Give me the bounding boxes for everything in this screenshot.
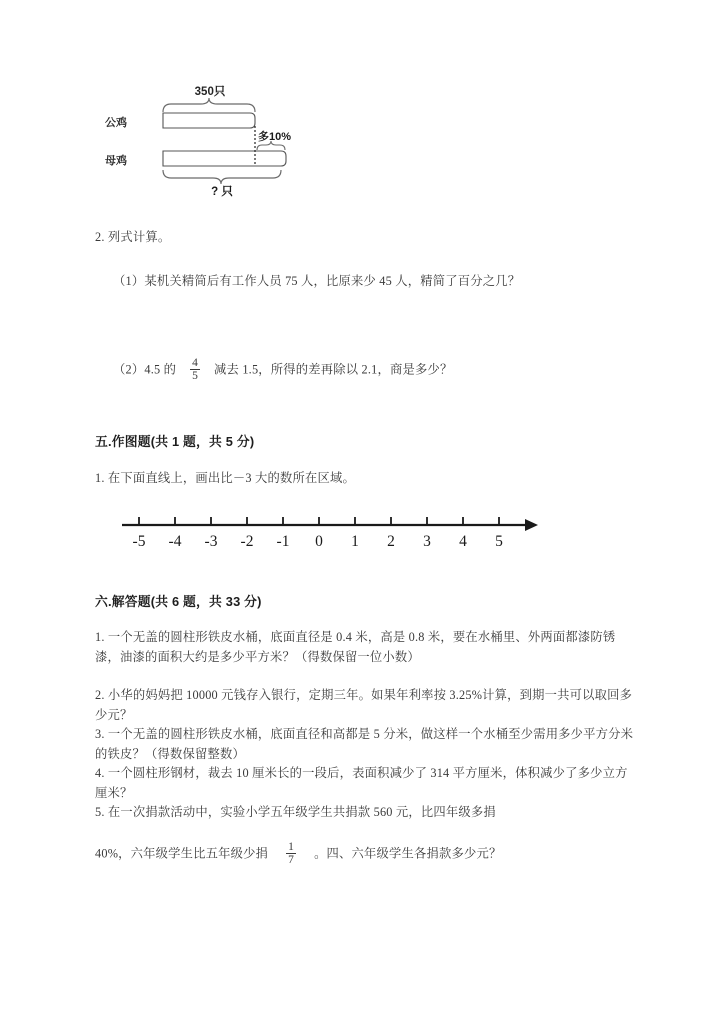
item-3-text: 3. 一个无盖的圆柱形铁皮水桶，底面直径和高都是 5 分米，做这样一个水桶至少需用多少平方分米的铁皮？（得数保留整数） [95, 727, 634, 761]
tick-label: 1 [351, 533, 359, 550]
section-six-item-5 [95, 803, 635, 823]
q2-1-text: 某机关精简后有工作人员 75 人，比原来少 45 人，精简了百分之几？ [144, 274, 521, 288]
tick-label: -4 [168, 533, 182, 550]
item-5-text: 5. 在一次捐款活动中，实验小学五年级学生共捐款 560 元，比四年级多捐 [95, 805, 496, 819]
q2-2-number: （2） [113, 362, 145, 377]
number-line-ticks [139, 517, 499, 525]
chicken-bar-diagram [105, 82, 355, 197]
q2-1-number: （1） [113, 274, 145, 288]
tick-label: -2 [240, 533, 254, 550]
question-2-1 [113, 272, 658, 292]
diagram-top-bracket [163, 98, 255, 112]
section-six-heading-text: 六.解答题(共 6 题，共 33 分) [95, 594, 262, 609]
question-group-2-heading [95, 228, 655, 248]
section-six-item-2 [95, 686, 635, 725]
fraction-one-seventh [286, 841, 296, 866]
number-line [120, 505, 540, 567]
tick-label: 0 [315, 533, 323, 550]
fraction-four-fifths [190, 357, 200, 382]
item-2-text: 2. 小华的妈妈把 10000 元钱存入银行，定期三年。如果年利率按 3.25%计算，到期一共可以取回多少元？ [95, 688, 633, 722]
diagram-bottom-bracket [163, 170, 281, 184]
diagram-bar-rooster [163, 113, 255, 128]
section-five-heading [95, 431, 595, 450]
fraction-numerator: 1 [288, 841, 295, 853]
number-line-tick-labels [133, 533, 504, 550]
tick-label: 2 [387, 533, 395, 550]
item-5-cont-suffix: 。四、六年级学生各捐款多少元？ [314, 846, 502, 861]
diagram-top-label: 350只 [194, 86, 226, 98]
diagram-difference-label: 多10% [258, 131, 292, 143]
q2-2-suffix: 减去 1.5，所得的差再除以 2.1，商是多少？ [214, 362, 453, 377]
item-5-cont-prefix: 40%，六年级学生比五年级少捐 [95, 846, 269, 861]
item-1-text: 1. 一个无盖的圆柱形铁皮水桶，底面直径是 0.4 米，高是 0.8 米，要在水桶里、外两面都漆防锈漆，油漆的面积大约是多少平方米？（得数保留一位小数） [95, 630, 616, 664]
group2-heading-text: 2. 列式计算。 [95, 230, 171, 244]
section-six-item-1 [95, 628, 635, 667]
fraction-numerator: 4 [192, 357, 199, 369]
section-six-item-3 [95, 725, 635, 764]
tick-label: -3 [204, 533, 218, 550]
number-line-arrow [525, 519, 538, 531]
tick-label: 5 [495, 533, 503, 550]
tick-label: 3 [423, 533, 431, 550]
section-six-item-5-continued [95, 842, 655, 867]
section-six-heading [95, 591, 595, 610]
tick-label: -5 [132, 533, 146, 550]
question-2-2 [113, 358, 658, 383]
diagram-label-rooster: 公鸡 [105, 117, 127, 129]
section-six-item-4 [95, 764, 635, 803]
q2-2-prefix: 4.5 的 [144, 362, 177, 377]
diagram-label-hen: 母鸡 [105, 155, 127, 167]
diagram-bottom-label: ? 只 [211, 186, 233, 197]
fraction-denominator: 7 [288, 854, 295, 867]
tick-label: 4 [459, 533, 467, 550]
section-five-question-text: 1. 在下面直线上，画出比－3 大的数所在区域。 [95, 471, 355, 485]
diagram-bar-hen [163, 151, 286, 166]
section-five-heading-text: 五.作图题(共 1 题，共 5 分) [95, 434, 255, 449]
tick-label: -1 [276, 533, 290, 550]
fraction-denominator: 5 [192, 370, 199, 383]
section-five-question [95, 469, 640, 489]
item-4-text: 4. 一个圆柱形钢材，裁去 10 厘米长的一段后，表面积减少了 314 平方厘米，体积减少了多少立方厘米？ [95, 766, 628, 800]
